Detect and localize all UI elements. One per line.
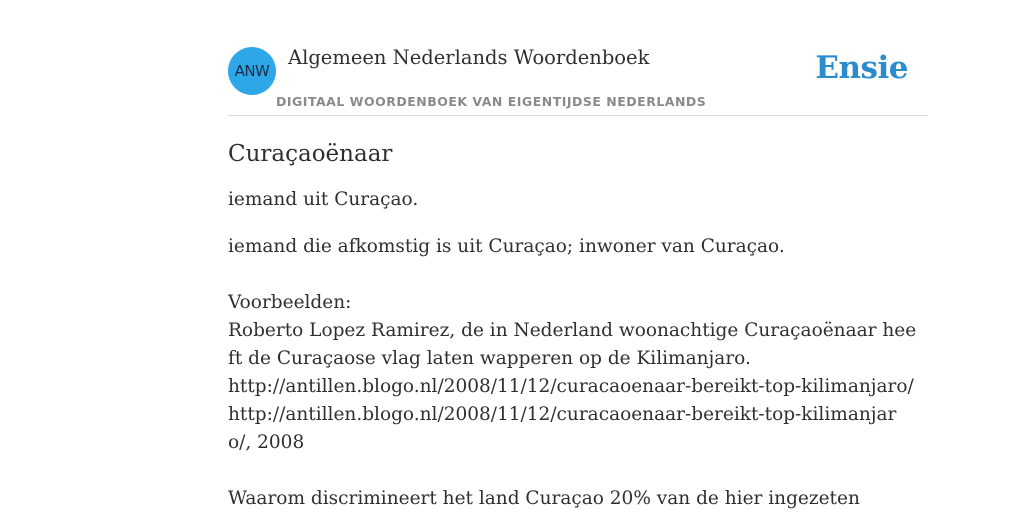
spacer [228, 457, 918, 485]
long-definition: iemand die afkomstig is uit Curaçao; inwoner van Curaçao. [228, 236, 785, 257]
dictionary-header [228, 46, 928, 116]
anw-logo[interactable]: ANW [228, 47, 276, 95]
ensie-brand-link[interactable]: Ensie [815, 50, 908, 86]
short-definition: iemand uit Curaçao. [228, 189, 419, 210]
example-source: http://antillen.blogo.nl/2008/11/12/curacaoenaar-bereikt-top-kilimanjaro/http://antillen.blogo.nl/2008/11/12/curacaoenaar-bereikt-top-kilimanjaro/, 2008 [228, 376, 914, 453]
example-text: Waarom discrimineert het land Curaçao 20% van de hier ingezeten [228, 488, 860, 509]
examples-label: Voorbeelden: [228, 292, 352, 313]
headword: Curaçaoënaar [228, 141, 393, 167]
source-title[interactable]: Algemeen Nederlands Woordenboek [288, 46, 650, 69]
example-text: Roberto Lopez Ramirez, de in Nederland woonachtige Curaçaoënaar heeft de Curaçaose vlag laten wapperen op de Kilimanjaro. [228, 320, 917, 369]
entry-content [228, 136, 918, 512]
examples-section [228, 289, 918, 512]
source-subtitle: DIGITAAL WOORDENBOEK VAN EIGENTIJDSE NEDERLANDS [276, 94, 707, 109]
